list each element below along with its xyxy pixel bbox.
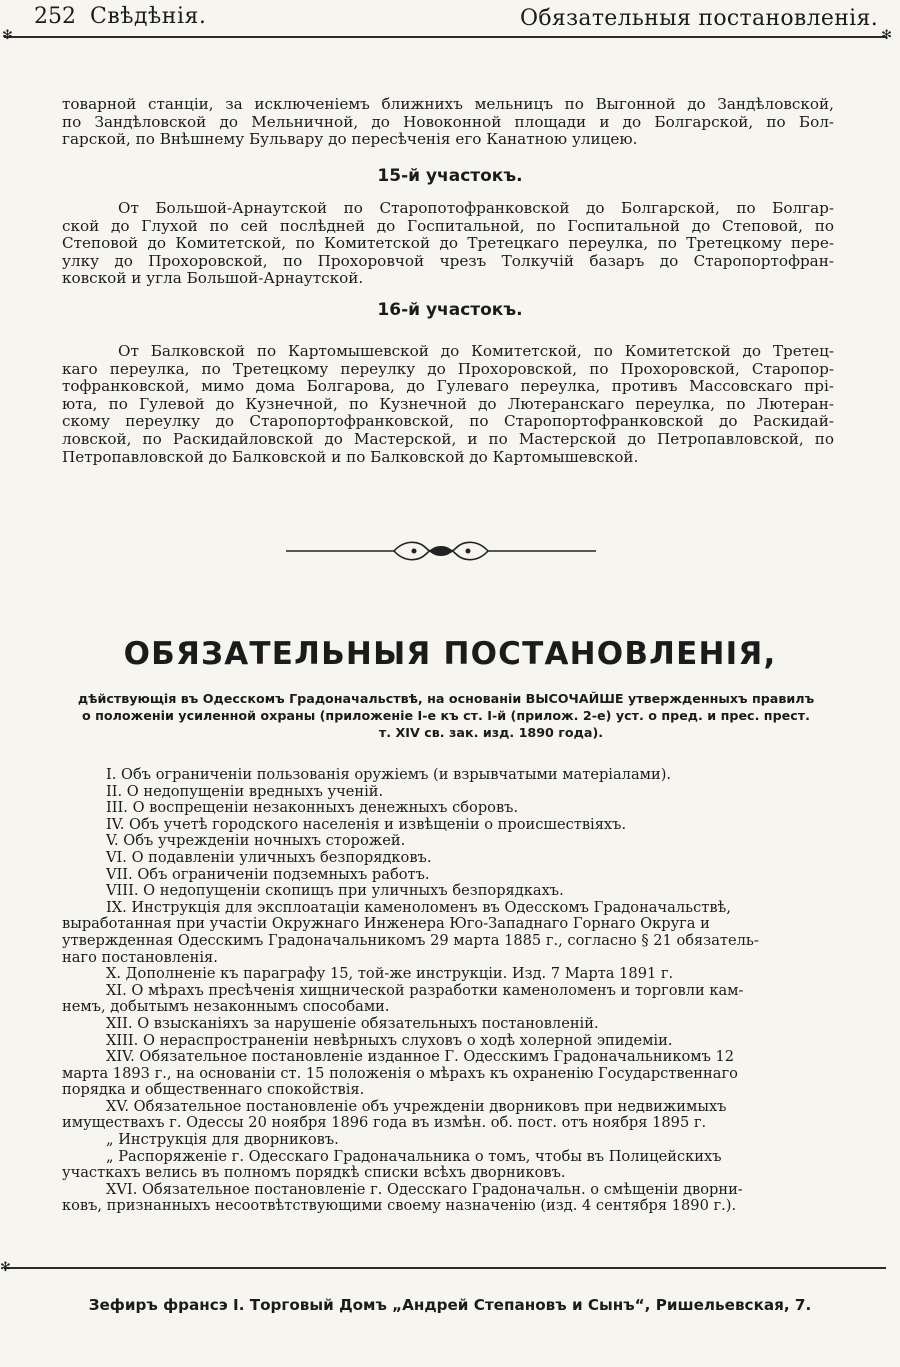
list-item: утвержденная Одесскимъ Градоначальникомъ 29 марта 1885 г., согласно § 21 обязатель- xyxy=(62,931,759,949)
list-item: имуществахъ г. Одессы 20 ноября 1896 года въ измѣн. об. пост. отъ ноября 1895 г. xyxy=(62,1114,707,1132)
main-heading: ОБЯЗАТЕЛЬНЫЯ ПОСТАНОВЛЕНІЯ, xyxy=(123,636,777,672)
list-item: III. О воспрещеніи незаконныхъ денежныхъ сборовъ. xyxy=(106,799,519,817)
list-item: XIV. Обязательное постановленіе изданное Г. Одесскимъ Градоначальникомъ 12 xyxy=(106,1048,735,1066)
bottom-rule xyxy=(4,1267,886,1269)
list-item: VI. О подавленіи уличныхъ безпорядковъ. xyxy=(106,848,432,866)
list-item: XII. О взысканіяхъ за нарушеніе обязательныхъ постановленій. xyxy=(106,1014,599,1032)
asterisk-ornament-icon: ✻ xyxy=(881,28,892,43)
list-item: X. Дополненіе къ параграфу 15, той-же инструкціи. Изд. 7 Марта 1891 г. xyxy=(106,965,674,983)
list-item: IX. Инструкція для эксплоатаціи каменоломенъ въ Одесскомъ Градоначальствѣ, xyxy=(106,898,731,916)
list-item: порядка и общественнаго спокойствія. xyxy=(62,1081,365,1099)
district-16-text: От Балковской по Картомышевской до Комитетской, по Комитетской до Третец- каго переулка, по Третецкому переулку до Прохоровской, по Прохоровской, Старопор- тофранковской, мимо дома Болгарова, до Гулеваго переулка, противъ Массовскаго прі- юта, по Гулевой до Кузнечной, по Кузнечной до Лютеранскаго переулка, по Лютеран- скому переулку до Старопортофранковской, по Старопортофранковской до Раскидай- ловской, по Раскидайловской до Мастерской, и по Мастерской до Петропавловской, по Петропавловской до Балковской и по Балковской до Картомышевской. xyxy=(62,342,834,466)
list-item: IV. Объ учетѣ городского населенія и извѣщеніи о происшествіяхъ. xyxy=(106,815,627,833)
ordinance-list xyxy=(62,767,834,1215)
list-item: наго постановленія. xyxy=(62,948,218,966)
list-item: „ Распоряженіе г. Одесскаго Градоначальника о томъ, чтобы въ Полицейскихъ xyxy=(106,1147,722,1165)
list-item: марта 1893 г., на основаніи ст. 15 положенія о мѣрахъ къ охраненію Государственнаго xyxy=(62,1064,738,1082)
district-15-text: От Большой-Арнаутской по Старопотофранковской до Болгарской, по Болгар- ской до Глухой по сей послѣдней до Госпитальной, по Госпитальной до Степовой, по Степовой до Комитетской, по Комитетской до Третецкаго переулка, по Третецкому пере- улку до Прохоровской, по Прохоровчой чрезъ Толкучій базаръ до Старопортофран- ковской и угла Большой-Арнаутской. xyxy=(62,199,834,288)
section-name-left: Свѣдѣнія. xyxy=(90,4,207,29)
list-item: I. Объ ограниченіи пользованія оружіемъ (и взрывчатыми матеріалами). xyxy=(106,766,672,783)
list-item: XI. О мѣрахъ пресѣченія хищнической разработки каменоломенъ и торговли кам- xyxy=(106,981,744,999)
list-item: выработанная при участіи Окружнаго Инженера Юго-Западнаго Горнаго Округа и xyxy=(62,915,710,933)
list-item: II. О недопущеніи вредныхъ ученій. xyxy=(106,782,384,800)
list-item: XVI. Обязательное постановленіе г. Одесскаго Градоначальн. о смѣщеніи дворни- xyxy=(106,1180,743,1198)
list-item: немъ, добытымъ незаконнымъ способами. xyxy=(62,998,390,1016)
footer-advertisement: Зефиръ франсэ I. Торговый Домъ „Андрей Степановъ и Сынъ“, Ришельевская, 7. xyxy=(88,1296,812,1314)
list-item: ковъ, признанныхъ несоотвѣтствующими своему назначенію (изд. 4 сентября 1890 г.). xyxy=(62,1197,737,1215)
district-16-title: 16-й участокъ. xyxy=(377,300,523,320)
intro-paragraph: товарной станціи, за исключеніемъ ближнихъ мельницъ по Выгонной до Зандѣловской, по Зандѣловской до Мельничной, до Новоконной площади и до Болгарской, по Бол- гарской, по Внѣшнему Бульвару до пересѣченія его Канатною улицею. xyxy=(62,95,834,149)
list-item: „ Инструкція для дворниковъ. xyxy=(106,1131,339,1149)
section-name-right: Обязательныя постановленія. xyxy=(520,6,878,31)
list-item: VIII. О недопущеніи скопищъ при уличныхъ безпорядкахъ. xyxy=(106,882,564,900)
heading-subtitle: дѣйствующія въ Одесскомъ Градоначальствѣ, на основаніи ВЫСОЧАЙШЕ утвержденныхъ правилъ о положеніи усиленной охраны (приложеніе I-е къ ст. I-й (прилож. 2-е) уст. о пред. и прес. прест. т. XIV св. зак. изд. 1890 года). xyxy=(77,691,815,740)
list-item: VII. Объ ограниченіи подземныхъ работъ. xyxy=(106,865,430,883)
list-item: участкахъ велись въ полномъ порядкѣ списки всѣхъ дворниковъ. xyxy=(62,1164,566,1182)
list-item: XV. Обязательное постановленіе объ учрежденіи дворниковъ при недвижимыхъ xyxy=(106,1097,727,1115)
district-15-title: 15-й участокъ. xyxy=(377,166,523,186)
asterisk-ornament-icon: ✻ xyxy=(0,1260,11,1275)
top-rule xyxy=(4,36,886,38)
asterisk-ornament-icon: ✻ xyxy=(2,28,13,43)
list-item: XIII. О нераспространеніи невѣрныхъ слуховъ о ходѣ холерной эпидеміи. xyxy=(106,1031,673,1049)
running-head xyxy=(10,2,878,36)
list-item: V. Объ учрежденіи ночныхъ сторожей. xyxy=(106,832,406,850)
page-number: 252 xyxy=(34,4,76,29)
decorative-divider-icon xyxy=(286,536,596,566)
